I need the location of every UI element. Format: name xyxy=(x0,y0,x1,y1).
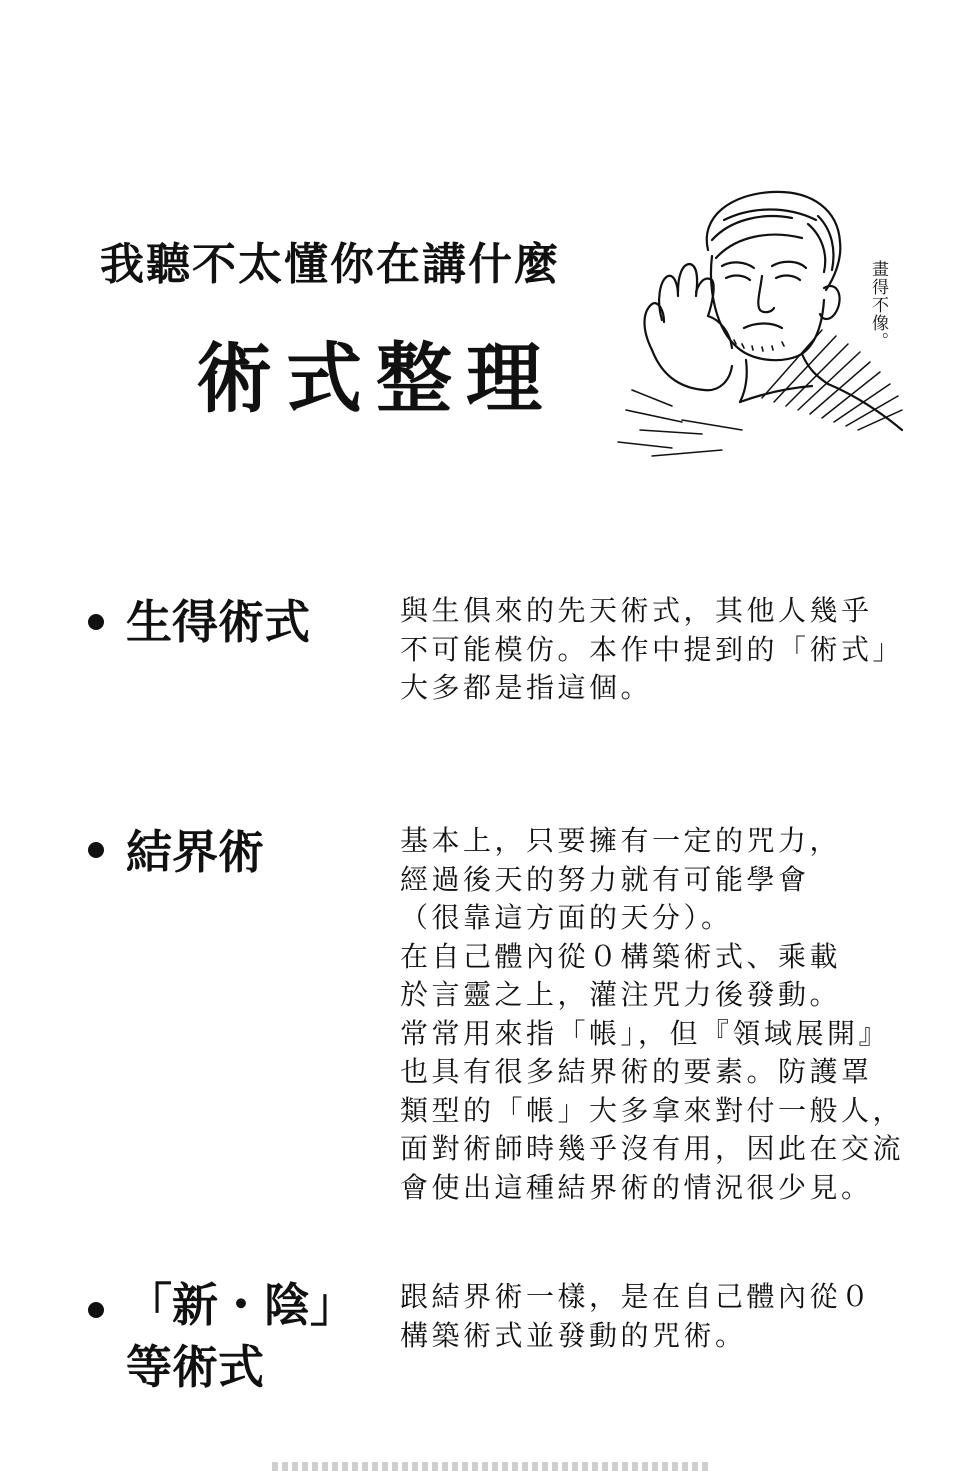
entry-term: 生得術式 xyxy=(126,595,310,649)
description-line: 經過後天的努力就有可能學會 xyxy=(400,862,810,896)
description-line: 也具有很多結界術的要素。防護罩 xyxy=(400,1055,873,1088)
entry-description xyxy=(400,822,960,1207)
description-line: （很靠這方面的天分）。 xyxy=(400,901,733,934)
description-line: 常常用來指「帳」，但『領域展開』 xyxy=(400,1016,891,1050)
description-line: 構築術式並發動的咒術。 xyxy=(400,1318,747,1352)
description-line: 會使出這種結界術的情況很少見。 xyxy=(400,1170,873,1204)
description-line: 面對術師時幾乎沒有用，因此在交流 xyxy=(400,1132,905,1165)
description-line: 跟結界術一樣，是在自己體內從０ xyxy=(400,1280,873,1313)
description-line: 類型的「帳」大多拿來對付一般人， xyxy=(400,1093,905,1127)
entry-description xyxy=(400,1278,960,1355)
bullet-dot xyxy=(88,1302,104,1318)
description-line: 大多都是指這個。 xyxy=(400,671,653,704)
entry-description xyxy=(400,592,960,708)
bottom-edge-strip xyxy=(272,1462,712,1471)
description-line: 於言靈之上，灌注咒力後發動。 xyxy=(400,978,842,1011)
page-title: 術式整理 xyxy=(196,334,556,423)
description-line: 與生俱來的先天術式，其他人幾乎 xyxy=(400,594,873,627)
description-line: 不可能模仿。本作中提到的「術式」 xyxy=(400,632,905,666)
page-subtitle: 我聽不太懂你在講什麼 xyxy=(100,239,560,290)
description-line: 基本上，只要擁有一定的咒力， xyxy=(400,824,842,857)
entry-term-line-2: 等術式 xyxy=(126,1340,264,1394)
description-line: 在自己體內從０構築術式、乘載 xyxy=(400,939,842,973)
entry-term: 結界術 xyxy=(126,825,264,879)
entry-term xyxy=(126,1274,356,1398)
bullet-dot xyxy=(88,842,104,858)
side-note: 畫得不像。 xyxy=(868,260,888,350)
entry-term-line-1: 「新・陰」 xyxy=(126,1278,356,1332)
bullet-dot xyxy=(88,614,104,630)
